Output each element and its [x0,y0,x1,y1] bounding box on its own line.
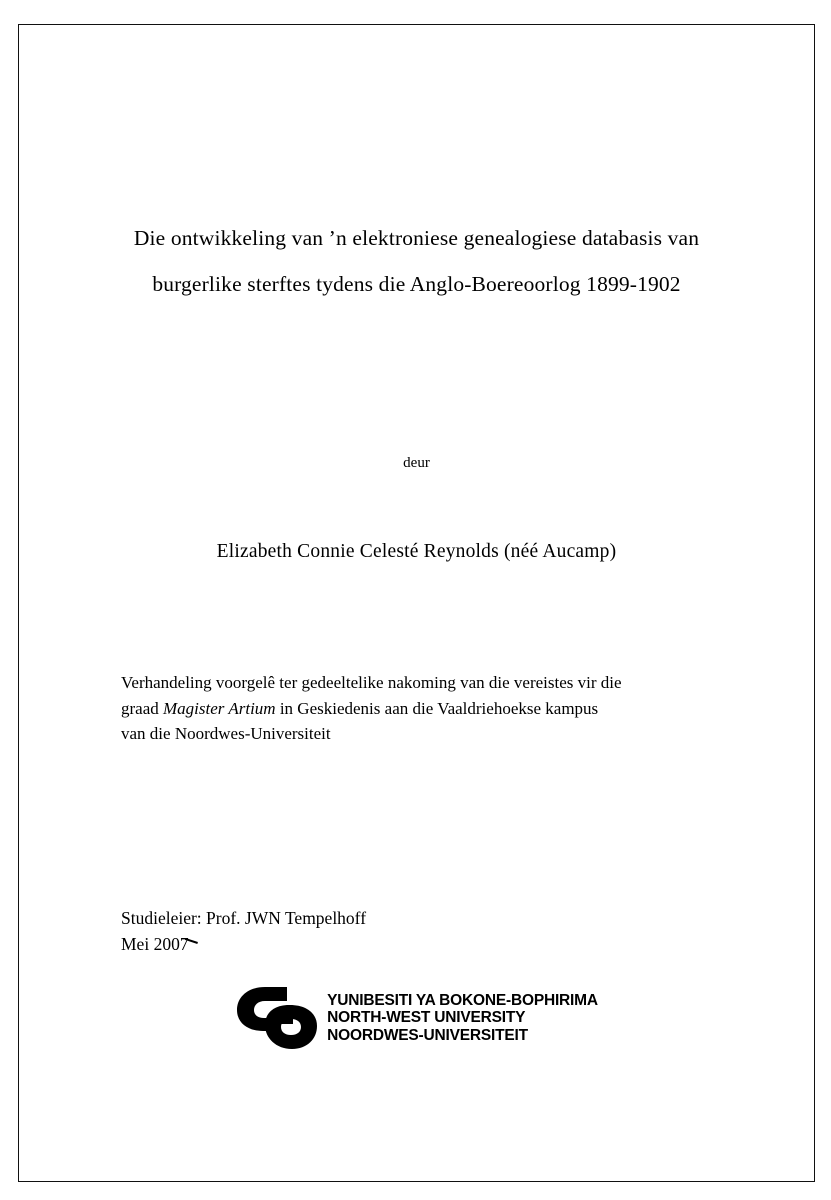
statement-line-3: van die Noordwes-Universiteit [121,724,331,743]
page-border [18,24,815,1182]
degree-name: Magister Artium [163,698,276,718]
date-line-wrapper [121,931,189,957]
supervisor-block [121,905,366,957]
title-line-1: Die ontwikkeling van ’n elektroniese genealogiese databasis van [133,226,700,250]
logo-text-block [327,992,598,1045]
statement-line-2-pre: graad [121,698,164,718]
nwu-logo-icon [235,985,319,1051]
title-line-2: burgerlike sterftes tydens die Anglo-Boereoorlog 1899-1902 [152,272,681,296]
date-line: Mei 2007 [121,934,189,954]
page-content [109,25,724,1181]
logo-line-1: YUNIBESITI YA BOKONE-BOPHIRIMA [327,991,598,1009]
author-name: Elizabeth Connie Celesté Reynolds (néé Aucamp) [216,541,617,562]
supervisor-line: Studieleier: Prof. JWN Tempelhoff [121,908,367,928]
university-logo [109,985,724,1051]
degree-statement [121,670,710,747]
byline-label: deur [403,455,430,471]
logo-line-2: NORTH-WEST UNIVERSITY [327,1009,526,1027]
logo-line-3: NOORDWES-UNIVERSITEIT [327,1026,528,1044]
statement-line-2 [121,696,710,722]
page-title [117,215,716,307]
logo-inner [235,985,598,1051]
statement-line-2-post: in Geskiedenis aan die Vaaldriehoekse kampus [275,698,599,718]
statement-line-1: Verhandeling voorgelê ter gedeeltelike nakoming van die vereistes vir die [121,673,622,692]
